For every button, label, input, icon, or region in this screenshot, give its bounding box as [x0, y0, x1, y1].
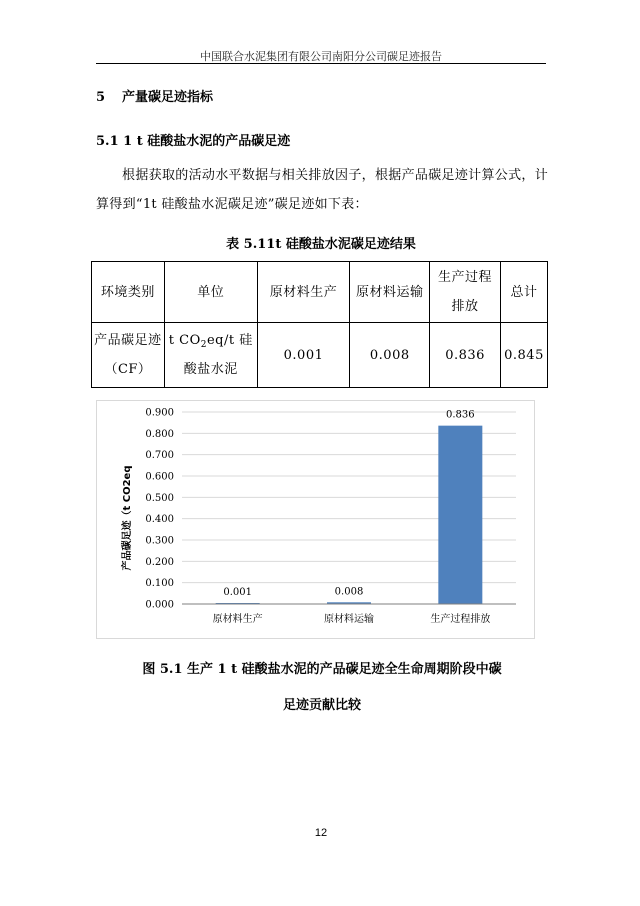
x-tick-label: 生产过程排放	[430, 614, 491, 625]
table-header-row	[92, 262, 548, 323]
value-cell: 0.836	[430, 323, 501, 388]
y-tick-label: 0.300	[145, 535, 174, 547]
header-cell: 单位	[164, 262, 257, 323]
header-cell: 总计	[500, 262, 547, 323]
y-tick-label: 0.800	[145, 428, 174, 440]
unit-prefix: t CO	[168, 333, 201, 348]
y-tick-label: 0.600	[145, 471, 174, 483]
body-paragraph: 根据获取的活动水平数据与相关排放因子，根据产品碳足迹计算公式，计算得到“1t 硅酸盐水泥碳足迹”碳足迹如下表：	[96, 168, 548, 212]
header-cell: 环境类别	[92, 262, 165, 323]
header-cell: 原材料运输	[350, 262, 430, 323]
header-cell: 生产过程排放	[430, 262, 501, 323]
unit-subscript: 2	[200, 340, 207, 350]
y-tick-label: 0.700	[145, 450, 174, 462]
y-tick-label: 0.900	[145, 407, 174, 419]
subsection-heading: 5.1 1 t 硅酸盐水泥的产品碳足迹	[96, 134, 291, 149]
y-tick-label: 0.500	[145, 492, 174, 504]
figure-caption	[96, 652, 548, 724]
table-row	[92, 323, 548, 388]
unit-cell	[164, 323, 257, 388]
header-rule	[96, 63, 546, 64]
carbon-footprint-table	[91, 261, 548, 388]
running-header: 中国联合水泥集团有限公司南阳分公司碳足迹报告	[200, 50, 442, 63]
page-number: 12	[314, 827, 328, 839]
data-label: 0.836	[446, 409, 475, 421]
y-tick-label: 0.100	[145, 578, 174, 590]
value-cell: 0.001	[257, 323, 350, 388]
figure-caption-line: 图 5.1 生产 1 t 硅酸盐水泥的产品碳足迹全生命周期阶段中碳	[142, 662, 502, 677]
figure-caption-line: 足迹贡献比较	[282, 698, 361, 713]
header-cell: 原材料生产	[257, 262, 350, 323]
section-title: 产量碳足迹指标	[122, 90, 214, 105]
table-caption: 表 5.11t 硅酸盐水泥碳足迹结果	[226, 237, 416, 252]
y-axis-title: 产品碳足迹（t CO2eq	[122, 465, 133, 571]
bar	[438, 426, 482, 604]
section-number: 5	[96, 90, 106, 105]
section-heading	[96, 86, 213, 105]
data-label: 0.008	[334, 586, 364, 598]
y-tick-label: 0.200	[145, 556, 174, 568]
category-cell: 产品碳足迹（CF）	[92, 323, 165, 388]
y-tick-label: 0.400	[145, 514, 174, 526]
value-cell: 0.845	[500, 323, 547, 388]
value-cell: 0.008	[350, 323, 430, 388]
unit-suffix: eq/t 硅酸盐水泥	[183, 333, 253, 377]
x-tick-label: 原材料生产	[212, 614, 263, 625]
data-label: 0.001	[223, 587, 252, 598]
bar-chart	[96, 400, 536, 640]
y-tick-label: 0.000	[145, 599, 174, 611]
x-tick-label: 原材料运输	[324, 614, 374, 625]
